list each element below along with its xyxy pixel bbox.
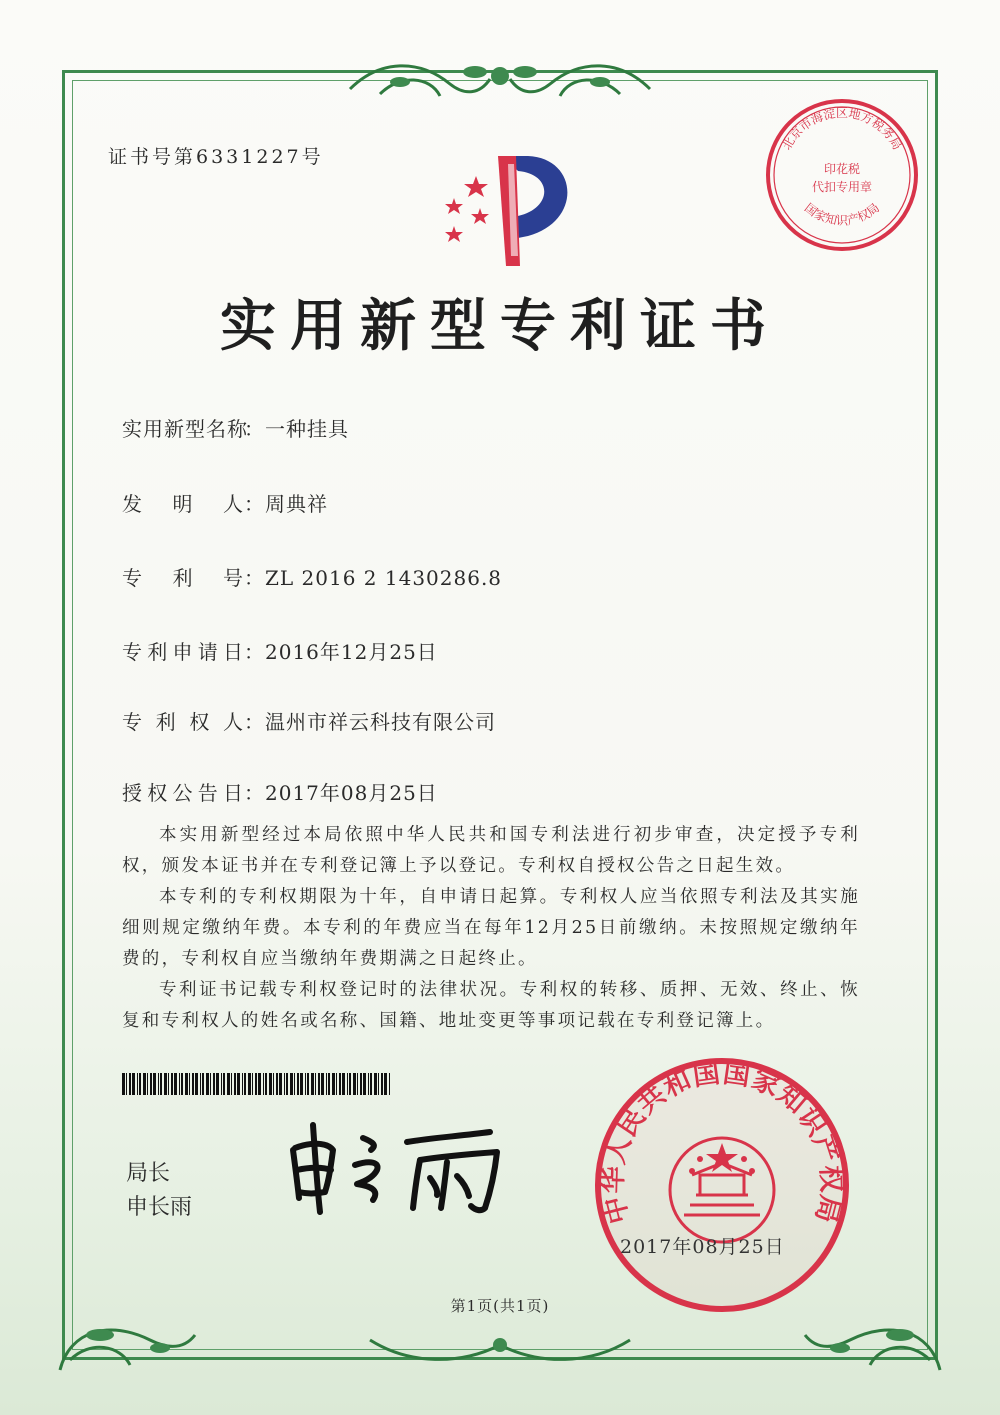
field-label: 专利权人 [122, 710, 244, 734]
paragraph-3: 专利证书记载专利权登记时的法律状况。专利权的转移、质押、无效、终止、恢复和专利权人的姓名或名称、国籍、地址变更等事项记载在专利登记簿上。 [122, 980, 860, 1031]
director-signature-icon [285, 1120, 515, 1215]
small-seal-middle-2: 代扣专用章 [811, 180, 873, 194]
bottom-center-ornament-icon [360, 1320, 640, 1370]
field-inventor: 发明人：周典祥 [122, 488, 328, 517]
field-value: 一种挂具 [265, 417, 349, 441]
paragraph-1: 本实用新型经过本局依照中华人民共和国专利法进行初步审查，决定授予专利权，颁发本证书并在专利登记簿上予以登记。专利权自授权公告之日起生效。 [122, 825, 860, 876]
director-name: 申长雨 [126, 1195, 193, 1220]
big-seal-text: 中华人民共和国国家知识产权局 [597, 1057, 847, 1227]
cnipa-official-seal-icon [592, 1055, 852, 1315]
field-grant-date: 授权公告日：2017年08月25日 [122, 777, 438, 806]
field-patentee: 专利权人：温州市祥云科技有限公司 [122, 706, 496, 735]
small-seal-top-text: 北京市海淀区地方税务局 [779, 106, 905, 153]
svg-text:北京市海淀区地方税务局 [780, 105, 905, 152]
field-value: 2016年12月25日 [265, 640, 438, 664]
svg-text:国家知识产权局 [802, 201, 882, 228]
field-application-date: 专利申请日：2016年12月25日 [122, 636, 438, 665]
field-value: 温州市祥云科技有限公司 [265, 710, 496, 734]
seal-date: 2017年08月25日 [620, 1236, 785, 1258]
field-value: ZL 2016 2 1430286.8 [265, 566, 503, 590]
field-name: 实用新型名称：一种挂具 [122, 413, 349, 442]
field-label: 发明人 [122, 492, 244, 516]
field-label: 专利号 [122, 566, 244, 590]
tax-seal-stamp-icon [762, 95, 922, 255]
field-label: 专利申请日 [122, 640, 244, 664]
field-label: 授权公告日 [122, 781, 244, 805]
field-patent-number: 专利号：ZL 2016 2 1430286.8 [122, 562, 502, 591]
certificate-number: 证书号第6331227号 [108, 146, 324, 168]
certificate-title: 实用新型专利证书 [220, 293, 780, 359]
small-seal-middle-1: 印花税 [823, 162, 861, 176]
small-seal-bottom-text: 国家知识产权局 [801, 200, 883, 228]
field-value: 周典祥 [265, 492, 328, 516]
cnipa-logo-icon [418, 146, 588, 271]
field-value: 2017年08月25日 [265, 781, 438, 805]
top-ornament-icon [340, 54, 660, 114]
barcode-icon [122, 1073, 392, 1095]
paragraph-2: 本专利的专利权期限为十年，自申请日起算。专利权人应当依照专利法及其实施细则规定缴纳年费。本专利的年费应当在每年12月25日前缴纳。未按照规定缴纳年费的，专利权自应当缴纳年费期满之日起终止。 [122, 887, 860, 969]
page-number: 第1页(共1页) [450, 1297, 550, 1315]
field-label: 实用新型名称 [122, 417, 248, 441]
director-title: 局长 [126, 1161, 171, 1186]
